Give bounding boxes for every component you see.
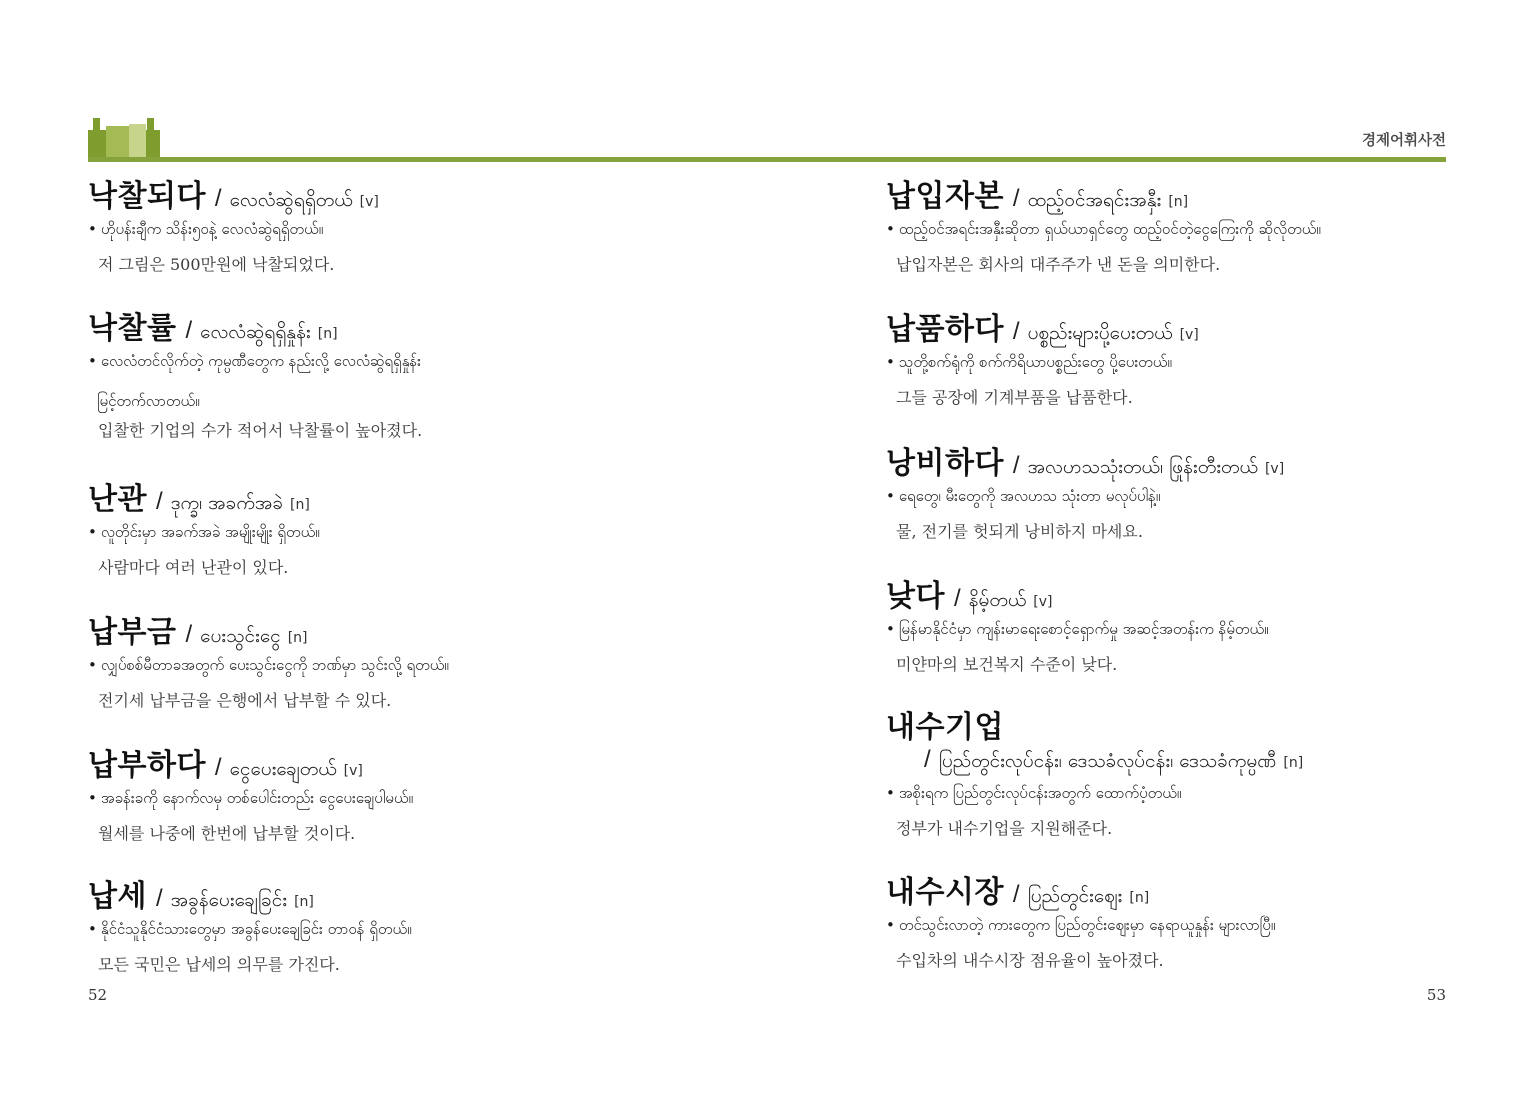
pos-tag: [v] [343, 763, 363, 779]
meaning: နိမ့်တယ် [968, 589, 1027, 611]
entry [88, 871, 788, 980]
example-myanmar-text: တင်သွင်းလာတဲ့ ကားတွေက ပြည်တွင်းဈေးမှာ နေရာယူနှုန်း များလာပြီ။ [898, 916, 1276, 934]
page-number-right: 53 [1426, 986, 1446, 1004]
entry-headline [88, 303, 788, 347]
entry-headline [88, 740, 788, 784]
example-myanmar [88, 656, 788, 688]
page-number-left: 52 [88, 986, 108, 1004]
example-myanmar-text: မြန်မာနိုင်ငံမှာ ကျန်းမာရေးစောင့်ရှောက်မှု အဆင့်အတန်းက နိမ့်တယ်။ [898, 620, 1269, 638]
headword: 낭비하다 [886, 447, 1004, 480]
meaning: ပြည်တွင်းလုပ်ငန်း၊ ဒေသခံလုပ်ငန်း၊ ဒေသခံကုမ္ပဏီ [938, 750, 1277, 772]
example-myanmar [88, 352, 788, 384]
entry [88, 740, 788, 849]
headword: 내수시장 [886, 876, 1004, 909]
separator: / [924, 746, 931, 773]
meaning: ပေးသွင်းငွေ [200, 625, 281, 647]
example-korean: 물, 전기를 헛되게 낭비하지 마세요. [896, 522, 1143, 541]
example-myanmar-text: လျှပ်စစ်မီတာခအတွက် ပေးသွင်းငွေကို ဘဏ်မှာ သွင်းလို့ ရတယ်။ [100, 656, 449, 674]
bullet: • [88, 352, 97, 370]
example-myanmar [88, 523, 788, 555]
example-myanmar [886, 487, 1486, 519]
entry-headline [88, 871, 788, 915]
headword: 난관 [88, 483, 147, 516]
pos-tag: [v] [1033, 594, 1053, 610]
headword: 납입자본 [886, 180, 1004, 213]
example-korean: 저 그림은 500만원에 낙찰되었다. [98, 255, 335, 274]
headword: 납부하다 [88, 749, 206, 782]
example-myanmar-continuation: မြင့်တက်လာတယ်။ [97, 392, 200, 410]
example-korean: 미얀마의 보건복지 수준이 낮다. [896, 655, 1118, 674]
example-myanmar [886, 784, 1486, 816]
entry [886, 571, 1486, 680]
example-korean: 입찰한 기업의 수가 적어서 낙찰률이 높아졌다. [98, 421, 423, 440]
pos-tag: [n] [1168, 194, 1189, 210]
meaning: အခွန်ပေးချေခြင်း [170, 889, 288, 911]
example-myanmar [88, 220, 788, 252]
example-korean: 전기세 납부금을 은행에서 납부할 수 있다. [98, 691, 392, 710]
pos-tag: [n] [294, 894, 314, 910]
example-korean: 납입자본은 회사의 대주주가 낸 돈을 의미한다. [896, 255, 1221, 274]
entry-headline [88, 171, 788, 215]
example-myanmar-text: အစိုးရက ပြည်တွင်းလုပ်ငန်းအတွက် ထောက်ပံ့တယ်။ [898, 784, 1182, 802]
example-myanmar-text: လူတိုင်းမှာ အခက်အခဲ အမျိုးမျိုး ရှိတယ်။ [100, 523, 320, 541]
example-myanmar-text: သူတို့စက်ရုံကို စက်ကိရိယာပစ္စည်းတွေ ပို့ပေးတယ်။ [898, 353, 1172, 371]
headword: 낮다 [886, 580, 945, 613]
bullet: • [886, 353, 895, 371]
entry [886, 867, 1486, 976]
separator: / [1012, 881, 1020, 908]
running-title: 경제어휘사전 [1361, 133, 1446, 149]
meaning: အလဟသသုံးတယ်၊ ဖြုန်းတီးတယ် [1027, 456, 1258, 478]
meaning: ဒုက္ခ၊ အခက်အခဲ [170, 492, 284, 514]
headword: 납부금 [88, 616, 177, 649]
entry [88, 474, 788, 583]
example-korean: 수입차의 내수시장 점유율이 높아졌다. [896, 951, 1164, 970]
bullet: • [88, 789, 97, 807]
meaning: လေလံဆွဲရရှိနှုန်း [200, 321, 311, 343]
entry-headline [88, 607, 788, 651]
entry-headline [886, 702, 1486, 746]
meaning: ပြည်တွင်းဈေး [1027, 885, 1123, 907]
headword: 낙찰률 [88, 312, 177, 345]
separator: / [214, 754, 222, 781]
entry [886, 171, 1486, 280]
bullet: • [88, 920, 97, 938]
bullet: • [886, 487, 895, 505]
pos-tag: [n] [1283, 755, 1304, 771]
headword: 납세 [88, 880, 147, 913]
page-right [886, 0, 1486, 1099]
entry-headline [886, 438, 1486, 482]
pos-tag: [v] [1179, 327, 1199, 343]
bullet: • [88, 656, 97, 674]
entry-meaning-line [886, 746, 1486, 778]
meaning: ထည့်ဝင်အရင်းအနှီး [1027, 189, 1162, 211]
page-left [88, 0, 788, 1099]
meaning: လေလံဆွဲရရှိတယ် [229, 189, 353, 211]
separator: / [185, 317, 193, 344]
example-myanmar-text: လေလံတင်လိုက်တဲ့ ကုမ္ပဏီတွေက နည်းလို့ လေလံဆွဲရရှိနှုန်း [100, 352, 421, 370]
entry [886, 304, 1486, 413]
meaning: ပစ္စည်းများပို့ပေးတယ် [1027, 322, 1173, 344]
pos-tag: [n] [1129, 890, 1150, 906]
example-myanmar-text: အခန်းခကို နောက်လမှ တစ်ပေါင်းတည်း ငွေပေးချေပါမယ်။ [100, 789, 413, 807]
example-korean: 그들 공장에 기계부품을 납품한다. [896, 388, 1133, 407]
entry-headline [886, 867, 1486, 911]
entry-headline [886, 171, 1486, 215]
separator: / [1012, 185, 1020, 212]
bullet: • [886, 916, 895, 934]
example-myanmar [886, 916, 1486, 948]
headword: 내수기업 [886, 711, 1004, 744]
example-myanmar [886, 220, 1486, 252]
bullet: • [88, 220, 97, 238]
entry [886, 702, 1486, 844]
entry-headline [886, 571, 1486, 615]
bullet: • [886, 220, 895, 238]
entry [88, 303, 788, 446]
entry [886, 438, 1486, 547]
separator: / [1012, 452, 1020, 479]
example-myanmar-text: ထည့်ဝင်အရင်းအနှီးဆိုတာ ရှယ်ယာရှင်တွေ ထည့်ဝင်တဲ့ငွေကြေးကို ဆိုလိုတယ်။ [898, 220, 1321, 238]
example-korean: 모든 국민은 납세의 의무를 가진다. [98, 955, 340, 974]
example-korean: 정부가 내수기업을 지원해준다. [896, 819, 1113, 838]
entry [88, 171, 788, 280]
entry-headline [88, 474, 788, 518]
separator: / [185, 621, 193, 648]
pos-tag: [n] [290, 497, 310, 513]
pos-tag: [n] [317, 326, 338, 342]
example-myanmar [88, 920, 788, 952]
example-myanmar [886, 620, 1486, 652]
entry [88, 607, 788, 716]
pos-tag: [v] [359, 194, 379, 210]
example-korean: 월세를 나중에 한번에 납부할 것이다. [98, 824, 356, 843]
separator: / [953, 585, 961, 612]
example-myanmar [886, 353, 1486, 385]
bullet: • [88, 523, 97, 541]
example-myanmar-text: ရေတွေ၊ မီးတွေကို အလဟသ သုံးတာ မလုပ်ပါနဲ့။ [898, 487, 1161, 505]
separator: / [214, 185, 222, 212]
example-korean: 사람마다 여러 난관이 있다. [98, 558, 289, 577]
pos-tag: [v] [1264, 461, 1285, 477]
headword: 납품하다 [886, 313, 1004, 346]
separator: / [155, 488, 163, 515]
pos-tag: [n] [287, 630, 308, 646]
example-myanmar [88, 789, 788, 821]
entry-headline [886, 304, 1486, 348]
bullet: • [886, 620, 895, 638]
bullet: • [886, 784, 895, 802]
example-myanmar-text: ဟိုပန်းချီက သိန်း၅၀နဲ့ လေလံဆွဲရရှိတယ်။ [100, 220, 324, 238]
example-myanmar-text: နိုင်ငံသူနိုင်ငံသားတွေမှာ အခွန်ပေးချေခြင်း တာဝန် ရှိတယ်။ [100, 920, 412, 938]
headword: 낙찰되다 [88, 180, 206, 213]
separator: / [1012, 318, 1020, 345]
separator: / [155, 885, 163, 912]
meaning: ငွေပေးချေတယ် [229, 758, 337, 780]
